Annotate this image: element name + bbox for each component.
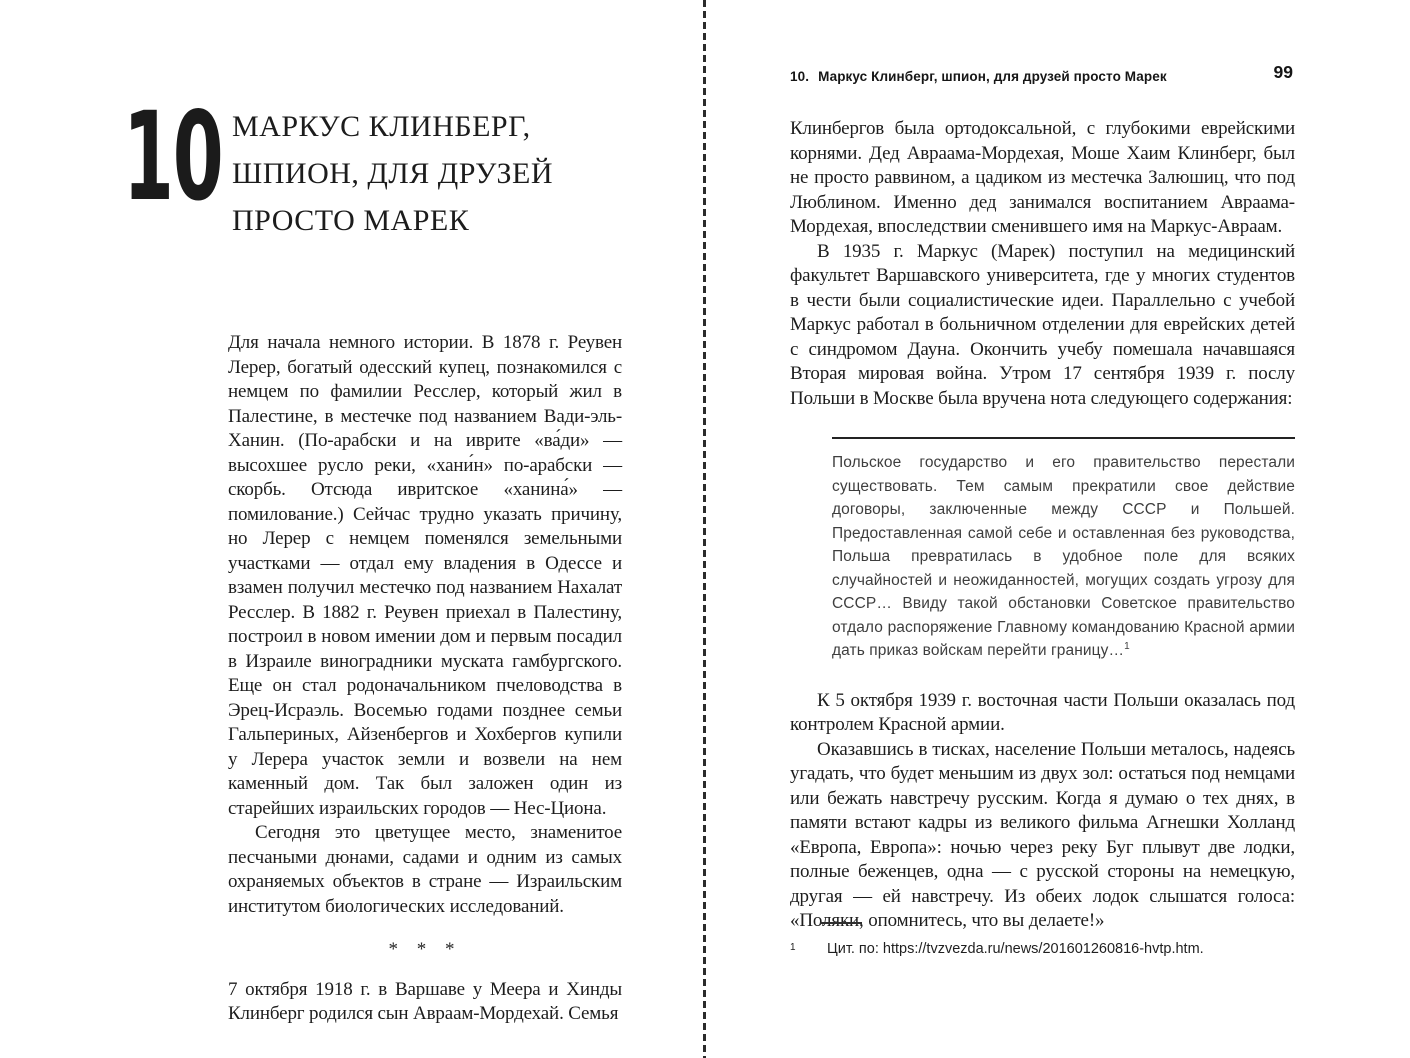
paragraph: Оказавшись в тисках, население Польши металось, надеясь угадать, что будет меньшим из двух зол: остаться под немцами или бежать навстречу русским. Когда я думаю о тех днях, в памяти встают кадры из великого фильма Агнешки Холланд «Европа, Европа»: ночью через реку Буг плывут две лодки, полные беженцев, одна — с русской стороны на немецкую, другая — ей навстречу. Из обеих лодок слышатся голоса: «Поляки, опомнитесь, что вы делаете!» bbox=[790, 738, 1295, 931]
quote-body: Польское государство и его правительство перестали существовать. Тем самым прекратили свое действие договоры, заключенные между СССР и Польшей. Предоставленная самой себе и оставленная без руководства, Польша превратилась в удобное поле для всяких случайностей и неожиданностей, могущих создать угрозу для СССР… Ввиду такой обстановки Советское правительство отдало распоряжение Главному командованию Красной армии дать приказ войскам перейти границу… bbox=[832, 454, 1295, 659]
running-head-chapter-number: 10. bbox=[790, 69, 810, 84]
paragraph: Клинбергов была ортодоксальной, с глубокими еврейскими корнями. Дед Авраама-Мордехая, Моше Хаим Клинберг, был не просто раввином, а цадиком из местечка Залюшиц, что под Люблином. Именно дед занимался воспитанием Авраама-Мордехая, впоследствии сменившего имя на Маркус-Авраам. bbox=[790, 118, 1295, 237]
footnote-marker: 1 bbox=[790, 942, 796, 953]
running-head-title: Маркус Клинберг, шпион, для друзей просто Марек bbox=[818, 69, 1167, 84]
paragraph: К 5 октября 1939 г. восточная части Польши оказалась под контролем Красной армии. bbox=[790, 689, 1295, 735]
chapter-title-line: ШПИОН, ДЛЯ ДРУЗЕЙ bbox=[232, 157, 554, 190]
quote-text bbox=[832, 451, 1295, 663]
paragraph: В 1935 г. Маркус (Марек) поступил на медицинский факультет Варшавского университета, где у многих студентов в чести были социалистические идеи. Параллельно с учебой Маркус работал в больничном отделении для еврейских детей с синдромом Дауна. Окончить учебу помешала начавшаяся Вторая мировая война. Утром 17 сентября 1939 г. послу Польши в Москве была вручена нота следующего содержания: bbox=[790, 240, 1295, 409]
quote-top-rule bbox=[832, 437, 1295, 439]
page-divider bbox=[703, 0, 706, 1058]
paragraph: 7 октября 1918 г. в Варшаве у Меера и Хинды Клинберг родился сын Авраам-Мордехай. Семья bbox=[228, 978, 622, 1024]
footnote-citation-url: Цит. по: https://tvzvezda.ru/news/201601260816-hvtp.htm. bbox=[827, 941, 1204, 957]
footnote-reference: 1 bbox=[1124, 640, 1130, 652]
footnote bbox=[790, 941, 1302, 957]
running-head bbox=[790, 69, 1167, 84]
block-quote bbox=[832, 437, 1295, 663]
chapter-title bbox=[232, 103, 632, 244]
paragraph: Сегодня это цветущее место, знаменитое песчаными дюнами, садами и одним из самых охраняемых объектов в стране — Израильским институтом биологических исследований. bbox=[228, 822, 622, 917]
section-separator: * * * bbox=[388, 939, 462, 960]
page-number: 99 bbox=[1273, 62, 1293, 82]
chapter-title-line: МАРКУС КЛИНБЕРГ, bbox=[232, 110, 531, 143]
right-text-column bbox=[790, 117, 1295, 934]
chapter-number: 10 bbox=[123, 86, 223, 228]
left-text-column bbox=[228, 331, 622, 1027]
chapter-title-line: ПРОСТО МАРЕК bbox=[232, 204, 470, 237]
footnote-rule bbox=[820, 922, 862, 924]
paragraph: Для начала немного истории. В 1878 г. Реувен Лерер, богатый одесский купец, познакомился с немцем по фамилии Ресслер, который жил в Палестине, в местечке под названием Вади-эль-Ханин. (По-арабски и на иврите «ва́ди» — высохшее русло реки, «хани́н» по-арабски — скорбь. Отсюда ивритское «ханина́» — помилование.) Сейчас трудно указать причину, но Лерер с немцем поменялся земельными участками — отдал ему владения в Одессе и взамен получил местечко под названием Нахалат Ресслер. В 1882 г. Реувен приехал в Палестину, построил в новом имении дом и первым посадил в Израиле виноградники муската гамбургского. Еще он стал родоначальником пчеловодства в Эрец-Исраэль. Восемью годами позднее семьи Гальпериных, Айзенбергов и Хохбергов купили у Лерера участок земли и возвели на нем каменный дом. Так был заложен один из старейших израильских городов — Нес-Циона. bbox=[228, 332, 622, 819]
